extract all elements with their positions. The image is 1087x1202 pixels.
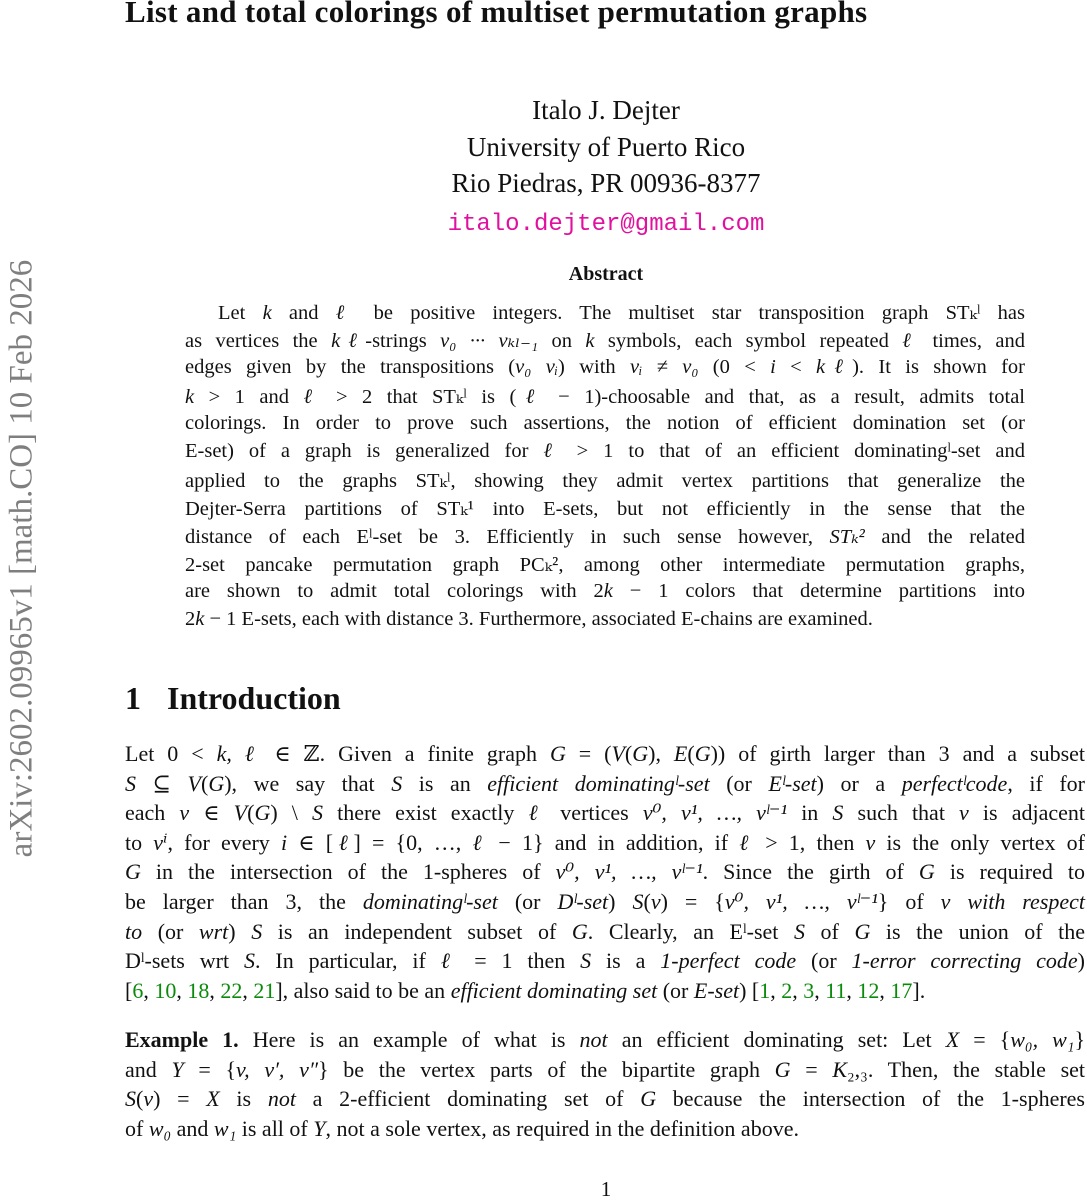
italic-text: X xyxy=(206,1086,220,1112)
text-run: ⊆ xyxy=(136,770,188,796)
italic-text: v₀ ··· vₖₗ₋₁ xyxy=(440,330,539,352)
text-run: ( xyxy=(643,889,651,914)
text-line xyxy=(185,524,1025,552)
italic-text: w₀, w₁ xyxy=(1010,1027,1075,1052)
text-run: times, and xyxy=(919,330,1026,352)
text-run: in the intersection of the 1-spheres of xyxy=(140,859,556,885)
italic-text: v xyxy=(959,800,969,826)
text-run: , xyxy=(176,977,188,1003)
text-line xyxy=(185,440,1025,468)
text-run: in xyxy=(787,800,833,826)
text-run: Let xyxy=(218,302,263,324)
text-line xyxy=(125,1086,1085,1116)
citation-link[interactable]: 12 xyxy=(857,977,880,1003)
italic-text: i xyxy=(280,829,288,855)
text-line xyxy=(125,1116,1085,1146)
italic-text: not xyxy=(267,1086,296,1112)
text-run: ) xyxy=(1077,948,1085,974)
italic-text: ℓ xyxy=(902,330,920,352)
text-run: ∈ [ xyxy=(287,829,334,855)
text-run: ) xyxy=(608,889,633,914)
text-line xyxy=(185,412,1025,440)
italic-text: G xyxy=(571,918,588,944)
text-line xyxy=(125,919,1085,949)
italic-text: K xyxy=(832,1056,848,1082)
author-affiliation: University of Puerto Rico xyxy=(466,132,746,162)
text-run: be larger than 3, the xyxy=(125,889,363,914)
text-run: , xyxy=(792,977,804,1003)
italic-text: ℓ xyxy=(440,948,460,974)
text-run: of xyxy=(125,1115,149,1141)
author-email-link[interactable]: italo.dejter@gmail.com xyxy=(447,211,765,238)
italic-text: k xyxy=(585,330,595,352)
text-run: ], also said to be an xyxy=(275,977,451,1003)
italic-text: wrt xyxy=(198,918,229,944)
text-run: = xyxy=(790,1056,833,1082)
text-run: edges given by the transpositions ( xyxy=(185,356,516,378)
citation-link[interactable]: 2 xyxy=(781,977,793,1003)
text-run: (0 < xyxy=(698,356,771,378)
italic-text: X xyxy=(945,1027,960,1052)
italic-text: G xyxy=(640,1086,657,1112)
text-run: > 2 that STₖˡ is ( xyxy=(321,386,517,408)
text-line xyxy=(125,889,1085,919)
text-run: ( xyxy=(624,741,633,766)
text-run: − 1 E-sets, each with distance 3. Furthermore, associated E-chains are examined. xyxy=(204,608,873,630)
text-run: is all of xyxy=(236,1115,314,1141)
text-run: , xyxy=(846,977,858,1003)
text-run: , xyxy=(879,977,891,1003)
text-line xyxy=(185,328,1025,356)
italic-text: G xyxy=(208,770,225,796)
italic-text: Dˡ-set xyxy=(557,889,609,914)
text-run: < xyxy=(775,356,817,378)
italic-text: ℓ xyxy=(472,829,488,855)
text-run: ]. xyxy=(912,977,926,1003)
citation-link[interactable]: 21 xyxy=(253,977,276,1003)
text-run: is an independent subset of xyxy=(262,918,572,944)
text-run: − 1 colors that determine partitions into xyxy=(612,580,1025,602)
italic-text: k xyxy=(195,608,205,630)
italic-text: G xyxy=(254,800,271,826)
text-run: , if for xyxy=(1007,770,1085,796)
italic-text: k xyxy=(603,580,613,602)
italic-text: S xyxy=(580,948,592,974)
italic-text: kℓ xyxy=(816,356,853,378)
italic-text: E xyxy=(673,741,688,766)
italic-text: S xyxy=(632,889,644,914)
text-line xyxy=(185,384,1025,412)
italic-text: E-set xyxy=(693,977,740,1003)
italic-text: Eˡ-set xyxy=(768,770,817,796)
text-run: 2 xyxy=(185,608,196,630)
citation-link[interactable]: 17 xyxy=(890,977,913,1003)
text-run: ] = {0, …, xyxy=(353,829,473,855)
italic-text: S xyxy=(243,948,255,974)
text-run: [ xyxy=(125,977,133,1003)
text-run: , xyxy=(814,977,826,1003)
italic-text: vᵢ ≠ v₀ xyxy=(629,356,699,378)
text-run: is a xyxy=(591,948,661,974)
text-run: -strings xyxy=(365,330,441,352)
text-run: Dˡ-sets wrt xyxy=(125,948,244,974)
author-address: Rio Piedras, PR 00936-8377 xyxy=(451,168,761,198)
text-run: of xyxy=(804,918,855,944)
citation-link[interactable]: 22 xyxy=(220,977,243,1003)
page-number: 1 xyxy=(600,1177,612,1201)
italic-text: w₀ xyxy=(148,1115,172,1141)
italic-text: ℓ xyxy=(528,800,547,826)
italic-text: 1-perfect code xyxy=(660,948,797,974)
text-run: ( xyxy=(687,741,695,766)
text-run: ∈ ℤ. Given a finite graph xyxy=(261,741,550,766)
italic-text: ℓ xyxy=(333,829,354,855)
italic-text: v, v′, v″ xyxy=(236,1056,319,1082)
italic-text: v₀ vᵢ xyxy=(515,356,559,378)
text-run: (or xyxy=(142,918,199,944)
text-run: ). It is shown for xyxy=(852,356,1026,378)
text-line xyxy=(125,859,1085,889)
text-line xyxy=(218,300,1025,328)
text-line xyxy=(185,580,1025,608)
text-run: = ( xyxy=(565,741,612,766)
text-run: is the union of the xyxy=(870,918,1086,944)
bold-label: Example 1. xyxy=(125,1027,239,1052)
italic-text: v xyxy=(179,800,190,826)
italic-text: ℓ xyxy=(335,302,357,324)
italic-text: w₁ xyxy=(213,1115,237,1141)
text-run: , xyxy=(242,977,254,1003)
italic-text: G xyxy=(854,918,871,944)
text-run: , xyxy=(770,977,782,1003)
italic-text: v xyxy=(650,889,661,914)
text-run: colorings. In order to prove such assertions, the notion of efficient domination set (or xyxy=(185,412,1025,434)
text-run: = { xyxy=(183,1056,237,1082)
text-run: is xyxy=(219,1086,268,1112)
text-run: (or xyxy=(497,889,558,914)
text-line xyxy=(185,552,1025,580)
text-run: = 1 then xyxy=(459,948,581,974)
italic-text: V xyxy=(233,800,248,826)
italic-text: S xyxy=(251,918,263,944)
italic-text: efficient dominatingˡ-set xyxy=(487,770,710,796)
text-line xyxy=(185,356,1025,384)
text-run: is required to xyxy=(934,859,1085,885)
text-run: ( xyxy=(247,800,255,826)
citation-link[interactable]: 1 xyxy=(759,977,771,1003)
italic-text: S xyxy=(311,800,323,826)
italic-text: dominatingˡ-set xyxy=(362,889,498,914)
italic-text: S xyxy=(832,800,844,826)
text-run: because the intersection of the 1-spheres xyxy=(656,1086,1085,1112)
italic-text: v⁰, v¹, …, vˡ⁻¹ xyxy=(555,859,703,885)
text-run: ) = { xyxy=(660,889,725,914)
text-run: is adjacent xyxy=(968,800,1085,826)
text-run: ₂,₃. Then, the stable set xyxy=(847,1056,1086,1082)
text-run: , xyxy=(143,977,155,1003)
italic-text: not xyxy=(579,1027,608,1052)
italic-text: ℓ xyxy=(303,386,322,408)
text-run: , for every xyxy=(167,829,281,855)
text-run: (or xyxy=(709,770,769,796)
italic-text: to xyxy=(125,918,143,944)
text-run: } xyxy=(1074,1027,1086,1052)
text-run: ∈ xyxy=(189,800,234,826)
text-run: > 1 to that of an efficient dominatingˡ-set and xyxy=(561,440,1025,462)
text-run: . Clearly, an Eˡ-set xyxy=(587,918,794,944)
text-line xyxy=(125,741,1085,771)
text-run: are shown to admit total colorings with 2 xyxy=(185,580,604,602)
italic-text: G xyxy=(125,859,141,885)
text-run: ), we say that xyxy=(224,770,392,796)
abstract-heading: Abstract xyxy=(568,263,644,285)
text-run: Let 0 < xyxy=(125,741,217,766)
text-run: vertices xyxy=(546,800,643,826)
italic-text: v xyxy=(143,1086,154,1112)
text-line xyxy=(125,771,1085,801)
italic-text: V xyxy=(611,741,625,766)
text-run: and xyxy=(125,1056,172,1082)
text-run: to xyxy=(125,829,154,855)
italic-text: S xyxy=(125,770,136,796)
text-run: , xyxy=(209,977,221,1003)
text-run: − 1} and in addition, if xyxy=(487,829,740,855)
text-run: ) xyxy=(228,918,252,944)
text-run: such that xyxy=(843,800,960,826)
italic-text: ℓ xyxy=(516,386,544,408)
text-run: . In particular, if xyxy=(254,948,441,974)
text-line xyxy=(125,1057,1085,1087)
text-run: } be the vertex parts of the bipartite graph xyxy=(318,1056,775,1082)
text-run: there exist exactly xyxy=(322,800,529,826)
text-run: . Since the girth of xyxy=(702,859,919,885)
text-run: each xyxy=(125,800,180,826)
text-run: ( xyxy=(200,770,209,796)
text-run: ), xyxy=(648,741,674,766)
italic-text: G xyxy=(694,741,711,766)
text-line xyxy=(125,948,1085,978)
text-run: E-set) of a graph is generalized for xyxy=(185,440,544,462)
text-run: symbols, each symbol repeated xyxy=(594,330,903,352)
text-run: ( xyxy=(136,1086,144,1112)
italic-text: vⁱ xyxy=(153,829,168,855)
text-run: and the related xyxy=(864,526,1025,548)
italic-text: v⁰, v¹, …, vˡ⁻¹ xyxy=(724,889,878,914)
author-email-row xyxy=(0,206,1087,238)
text-line xyxy=(125,1027,1085,1057)
text-run: on xyxy=(538,330,586,352)
text-line xyxy=(125,978,1085,1008)
text-run: applied to the graphs STₖˡ, showing they admit vertex partitions that generalize the xyxy=(185,470,1025,492)
text-run: Dejter-Serra partitions of STₖ¹ into E-sets, but not efficiently in the sense that the xyxy=(185,498,1025,520)
italic-text: G xyxy=(774,1056,791,1082)
text-line xyxy=(125,830,1085,860)
text-run: > 1, then xyxy=(754,829,866,855)
italic-text: STₖ² xyxy=(829,526,865,548)
text-run: − 1)-choosable and that, as a result, admits total xyxy=(543,386,1025,408)
text-run: be positive integers. The multiset star transposition graph STₖˡ has xyxy=(356,302,1025,324)
italic-text: G xyxy=(632,741,649,766)
text-run: an efficient dominating set: Let xyxy=(607,1027,946,1052)
text-run: (or xyxy=(657,977,694,1003)
section-title: Introduction xyxy=(167,680,341,716)
italic-text: v⁰, v¹, …, vˡ⁻¹ xyxy=(642,800,788,826)
text-run: ) \ xyxy=(270,800,312,826)
text-run: and xyxy=(171,1115,214,1141)
citation-link[interactable]: 10 xyxy=(154,977,177,1003)
italic-text: G xyxy=(549,741,566,766)
italic-text: G xyxy=(918,859,935,885)
text-run: 2-set pancake permutation graph PCₖ², among other intermediate permutation graphs, xyxy=(185,554,1025,576)
italic-text: Y xyxy=(313,1115,326,1141)
italic-text: kℓ xyxy=(331,330,366,352)
citation-link[interactable]: 11 xyxy=(825,977,847,1003)
italic-text: v xyxy=(865,829,876,855)
italic-text: perfectˡcode xyxy=(901,770,1008,796)
text-run: is the only vertex of xyxy=(875,829,1086,855)
italic-text: k xyxy=(262,302,272,324)
text-run: a 2-efficient dominating set of xyxy=(295,1086,641,1112)
text-run: ) = xyxy=(153,1086,207,1112)
text-run: > 1 and xyxy=(194,386,304,408)
arxiv-identifier: arXiv:2602.09965v1 [math.CO] 10 Feb 2026 xyxy=(3,259,40,858)
italic-text: S xyxy=(125,1086,136,1112)
italic-text: i xyxy=(770,356,776,378)
citation-link[interactable]: 18 xyxy=(187,977,210,1003)
text-run: = { xyxy=(959,1027,1011,1052)
italic-text: 1-error correcting code xyxy=(851,948,1078,974)
text-run: as vertices the xyxy=(185,330,332,352)
paper-title: List and total colorings of multiset permutation graphs xyxy=(125,0,868,29)
author-name: Italo J. Dejter xyxy=(532,95,680,125)
text-run: )) of girth larger than 3 and a subset xyxy=(710,741,1086,766)
text-run: ) or a xyxy=(816,770,902,796)
italic-text: S xyxy=(391,770,403,796)
text-run: Here is an example of what is xyxy=(238,1027,580,1052)
citation-link[interactable]: 6 xyxy=(132,977,144,1003)
text-line xyxy=(125,800,1085,830)
text-line xyxy=(185,496,1025,524)
text-run: ) with xyxy=(558,356,630,378)
text-run: is an xyxy=(402,770,488,796)
italic-text: ℓ xyxy=(739,829,755,855)
italic-text: S xyxy=(793,918,805,944)
text-run: and xyxy=(271,302,336,324)
section-number: 1 xyxy=(125,680,141,716)
text-run: } of xyxy=(877,889,941,914)
italic-text: efficient dominating set xyxy=(450,977,658,1003)
text-run: , not a sole vertex, as required in the definition above. xyxy=(325,1115,799,1141)
citation-link[interactable]: 3 xyxy=(803,977,815,1003)
text-line xyxy=(185,468,1025,496)
italic-text: k xyxy=(185,386,195,408)
text-line xyxy=(185,608,1025,636)
italic-text: k, ℓ xyxy=(216,741,262,766)
italic-text: V xyxy=(187,770,201,796)
text-run: (or xyxy=(796,948,852,974)
text-run: ) [ xyxy=(739,977,760,1003)
text-run: distance of each Eˡ-set be 3. Efficiently in such sense however, xyxy=(185,526,830,548)
italic-text: Y xyxy=(171,1056,184,1082)
italic-text: v with respect xyxy=(940,889,1086,914)
italic-text: ℓ xyxy=(543,440,562,462)
section-heading-introduction xyxy=(125,680,341,717)
